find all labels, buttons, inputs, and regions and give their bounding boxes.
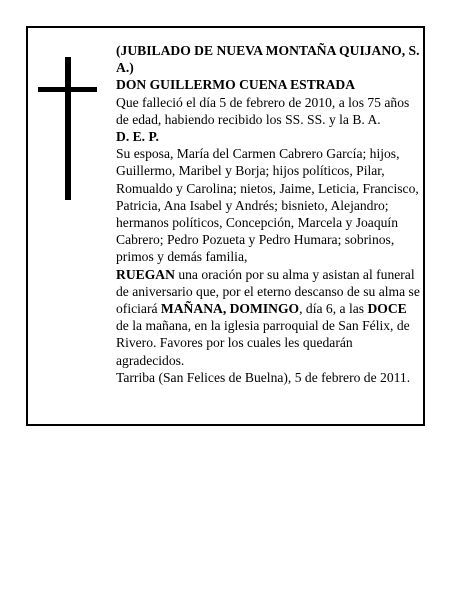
service-time: DOCE: [367, 301, 407, 317]
service-day: MAÑANA, DOMINGO: [160, 301, 300, 317]
notice-body: [116, 42, 422, 386]
request-text-2: , día 6, a las: [299, 301, 368, 317]
place-date: Tarriba (San Felices de Buelna), 5 de febrero de 2011.: [116, 369, 411, 385]
request-paragraph: [116, 266, 422, 369]
request-text-3: de la mañana, en la iglesia parroquial de San Félix, de Rivero. Favores por los cuales les quedarán agradecidos.: [116, 318, 410, 368]
notice-title: (JUBILADO DE NUEVA MONTAÑA QUIJANO, S. A.): [116, 43, 420, 76]
ruegan-word: RUEGAN: [116, 266, 175, 282]
family-paragraph: Su esposa, María del Carmen Cabrero García; hijos, Guillermo, Maribel y Borja; hijos políticos, Pilar, Romualdo y Carolina; nietos, Jaime, Leticia, Francisco, Patricia, Ana Isabel y Andrés; bisnieto, Alejandro; hermanos políticos, Concepción, Marcela y Joaquín Cabrero; Pedro Pozueta y Pedro Humara; sobrinos, primos y demás familia,: [116, 146, 419, 265]
deceased-name: DON GUILLERMO CUENA ESTRADA: [116, 77, 356, 93]
rip-line: D. E. P.: [116, 129, 159, 145]
cross-horizontal-bar: [38, 87, 97, 92]
death-statement: Que falleció el día 5 de febrero de 2010, a los 75 años de edad, habiendo recibido los SS. SS. y la B. A.: [116, 94, 410, 127]
cross-vertical-bar: [65, 57, 71, 200]
obituary-notice: [26, 26, 425, 426]
request-text-1: una oración por su alma y asistan al funeral de aniversario que, por el eterno descanso de su alma se oficiará: [116, 266, 420, 317]
